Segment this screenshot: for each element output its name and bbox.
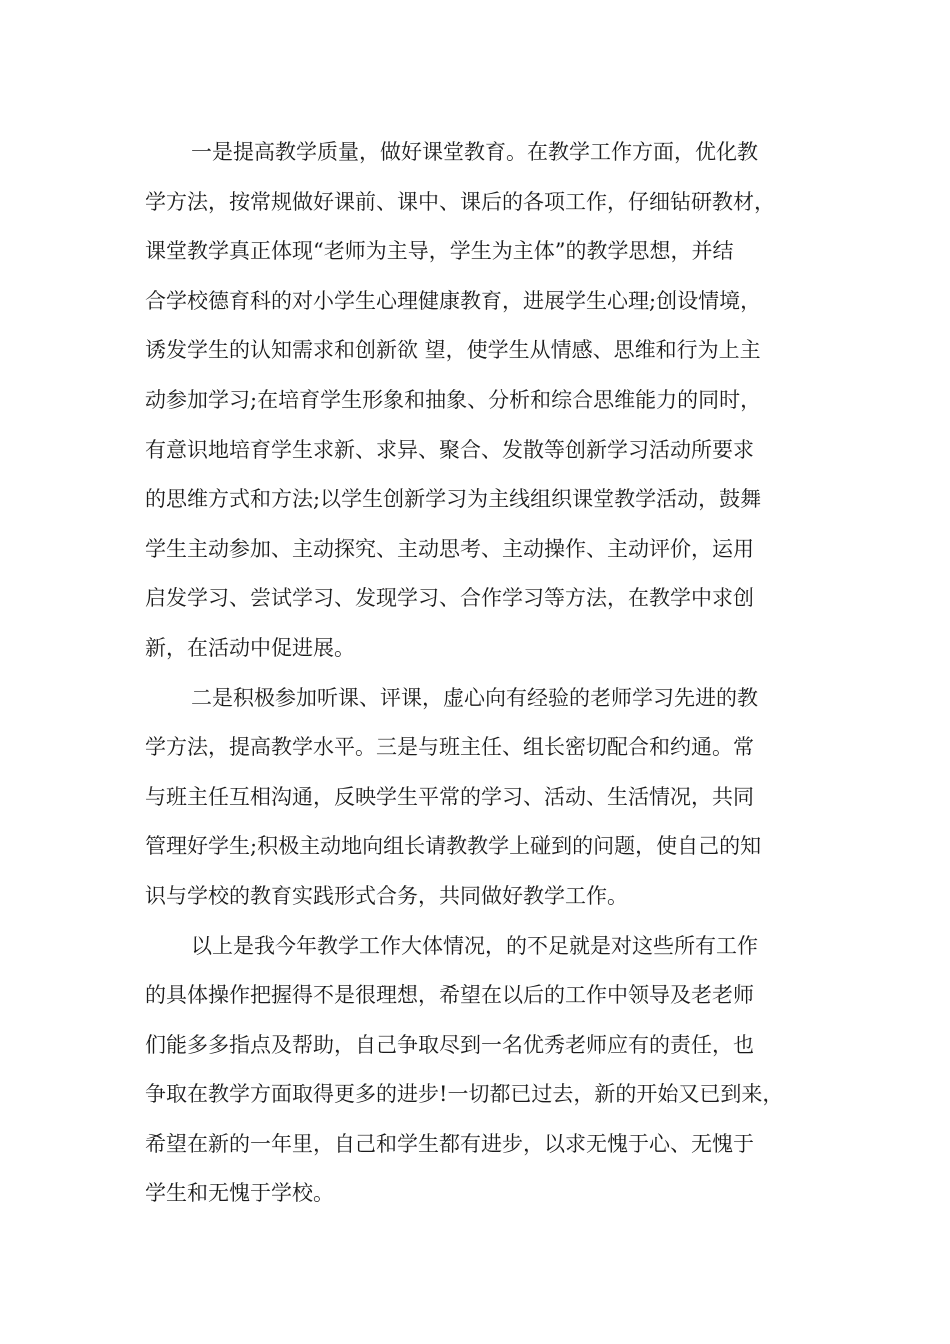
text-line: 二是积极参加听课、评课，虚心向有经验的老师学习先进的教 [191, 685, 758, 710]
text-line: 学方法，按常规做好课前、课中、课后的各项工作，仔细钻研教材， [145, 189, 775, 214]
text-line: 一是提高教学质量，做好课堂教育。在教学工作方面，优化教 [191, 140, 758, 164]
text-line: 们能多多指点及帮助，自己争取尽到一名优秀老师应有的责任，也 [145, 1032, 754, 1057]
paragraph-lesson-observation [145, 674, 810, 922]
text-line: 学生主动参加、主动探究、主动思考、主动操作、主动评价，运用 [145, 536, 754, 561]
document-body [145, 128, 810, 1219]
text-line: 识与学校的教育实践形式合务，共同做好教学工作。 [145, 883, 628, 908]
text-line: 学生和无愧于学校。 [145, 1181, 334, 1206]
text-line: 诱发学生的认知需求和创新欲 望，使学生从情感、思维和行为上主 [145, 338, 761, 363]
text-line: 的思维方式和方法;以学生创新学习为主线组织课堂教学活动，鼓舞 [145, 487, 762, 512]
text-line: 管理好学生;积极主动地向组长请教教学上碰到的问题，使自己的知 [145, 834, 762, 859]
text-line: 合学校德育科的对小学生心理健康教育，进展学生心理;创设情境， [145, 288, 762, 313]
paragraph-teaching-quality [145, 128, 810, 674]
text-line: 动参加学习;在培育学生形象和抽象、分析和综合思维能力的同时， [145, 387, 762, 412]
text-line: 学方法，提高教学水平。三是与班主任、组长密切配合和约通。常 [145, 735, 754, 760]
text-line: 以上是我今年教学工作大体情况，的不足就是对这些所有工作 [191, 933, 758, 958]
text-line: 的具体操作把握得不是很理想，希望在以后的工作中领导及老老师 [145, 983, 754, 1008]
text-line: 争取在教学方面取得更多的进步!一切都已过去，新的开始又已到来， [145, 1082, 784, 1107]
text-line: 希望在新的一年里，自己和学生都有进步，以求无愧于心、无愧于 [145, 1131, 754, 1156]
paragraph-summary [145, 922, 810, 1220]
text-line: 新，在活动中促进展。 [145, 635, 355, 660]
text-line: 与班主任互相沟通，反映学生平常的学习、活动、生活情况，共同 [145, 784, 754, 809]
text-line: 启发学习、尝试学习、发现学习、合作学习等方法，在教学中求创 [145, 586, 754, 611]
text-line: 课堂教学真正体现“老师为主导，学生为主体”的教学思想，并结 [145, 239, 734, 264]
text-line: 有意识地培育学生求新、求异、聚合、发散等创新学习活动所要求 [145, 437, 754, 462]
